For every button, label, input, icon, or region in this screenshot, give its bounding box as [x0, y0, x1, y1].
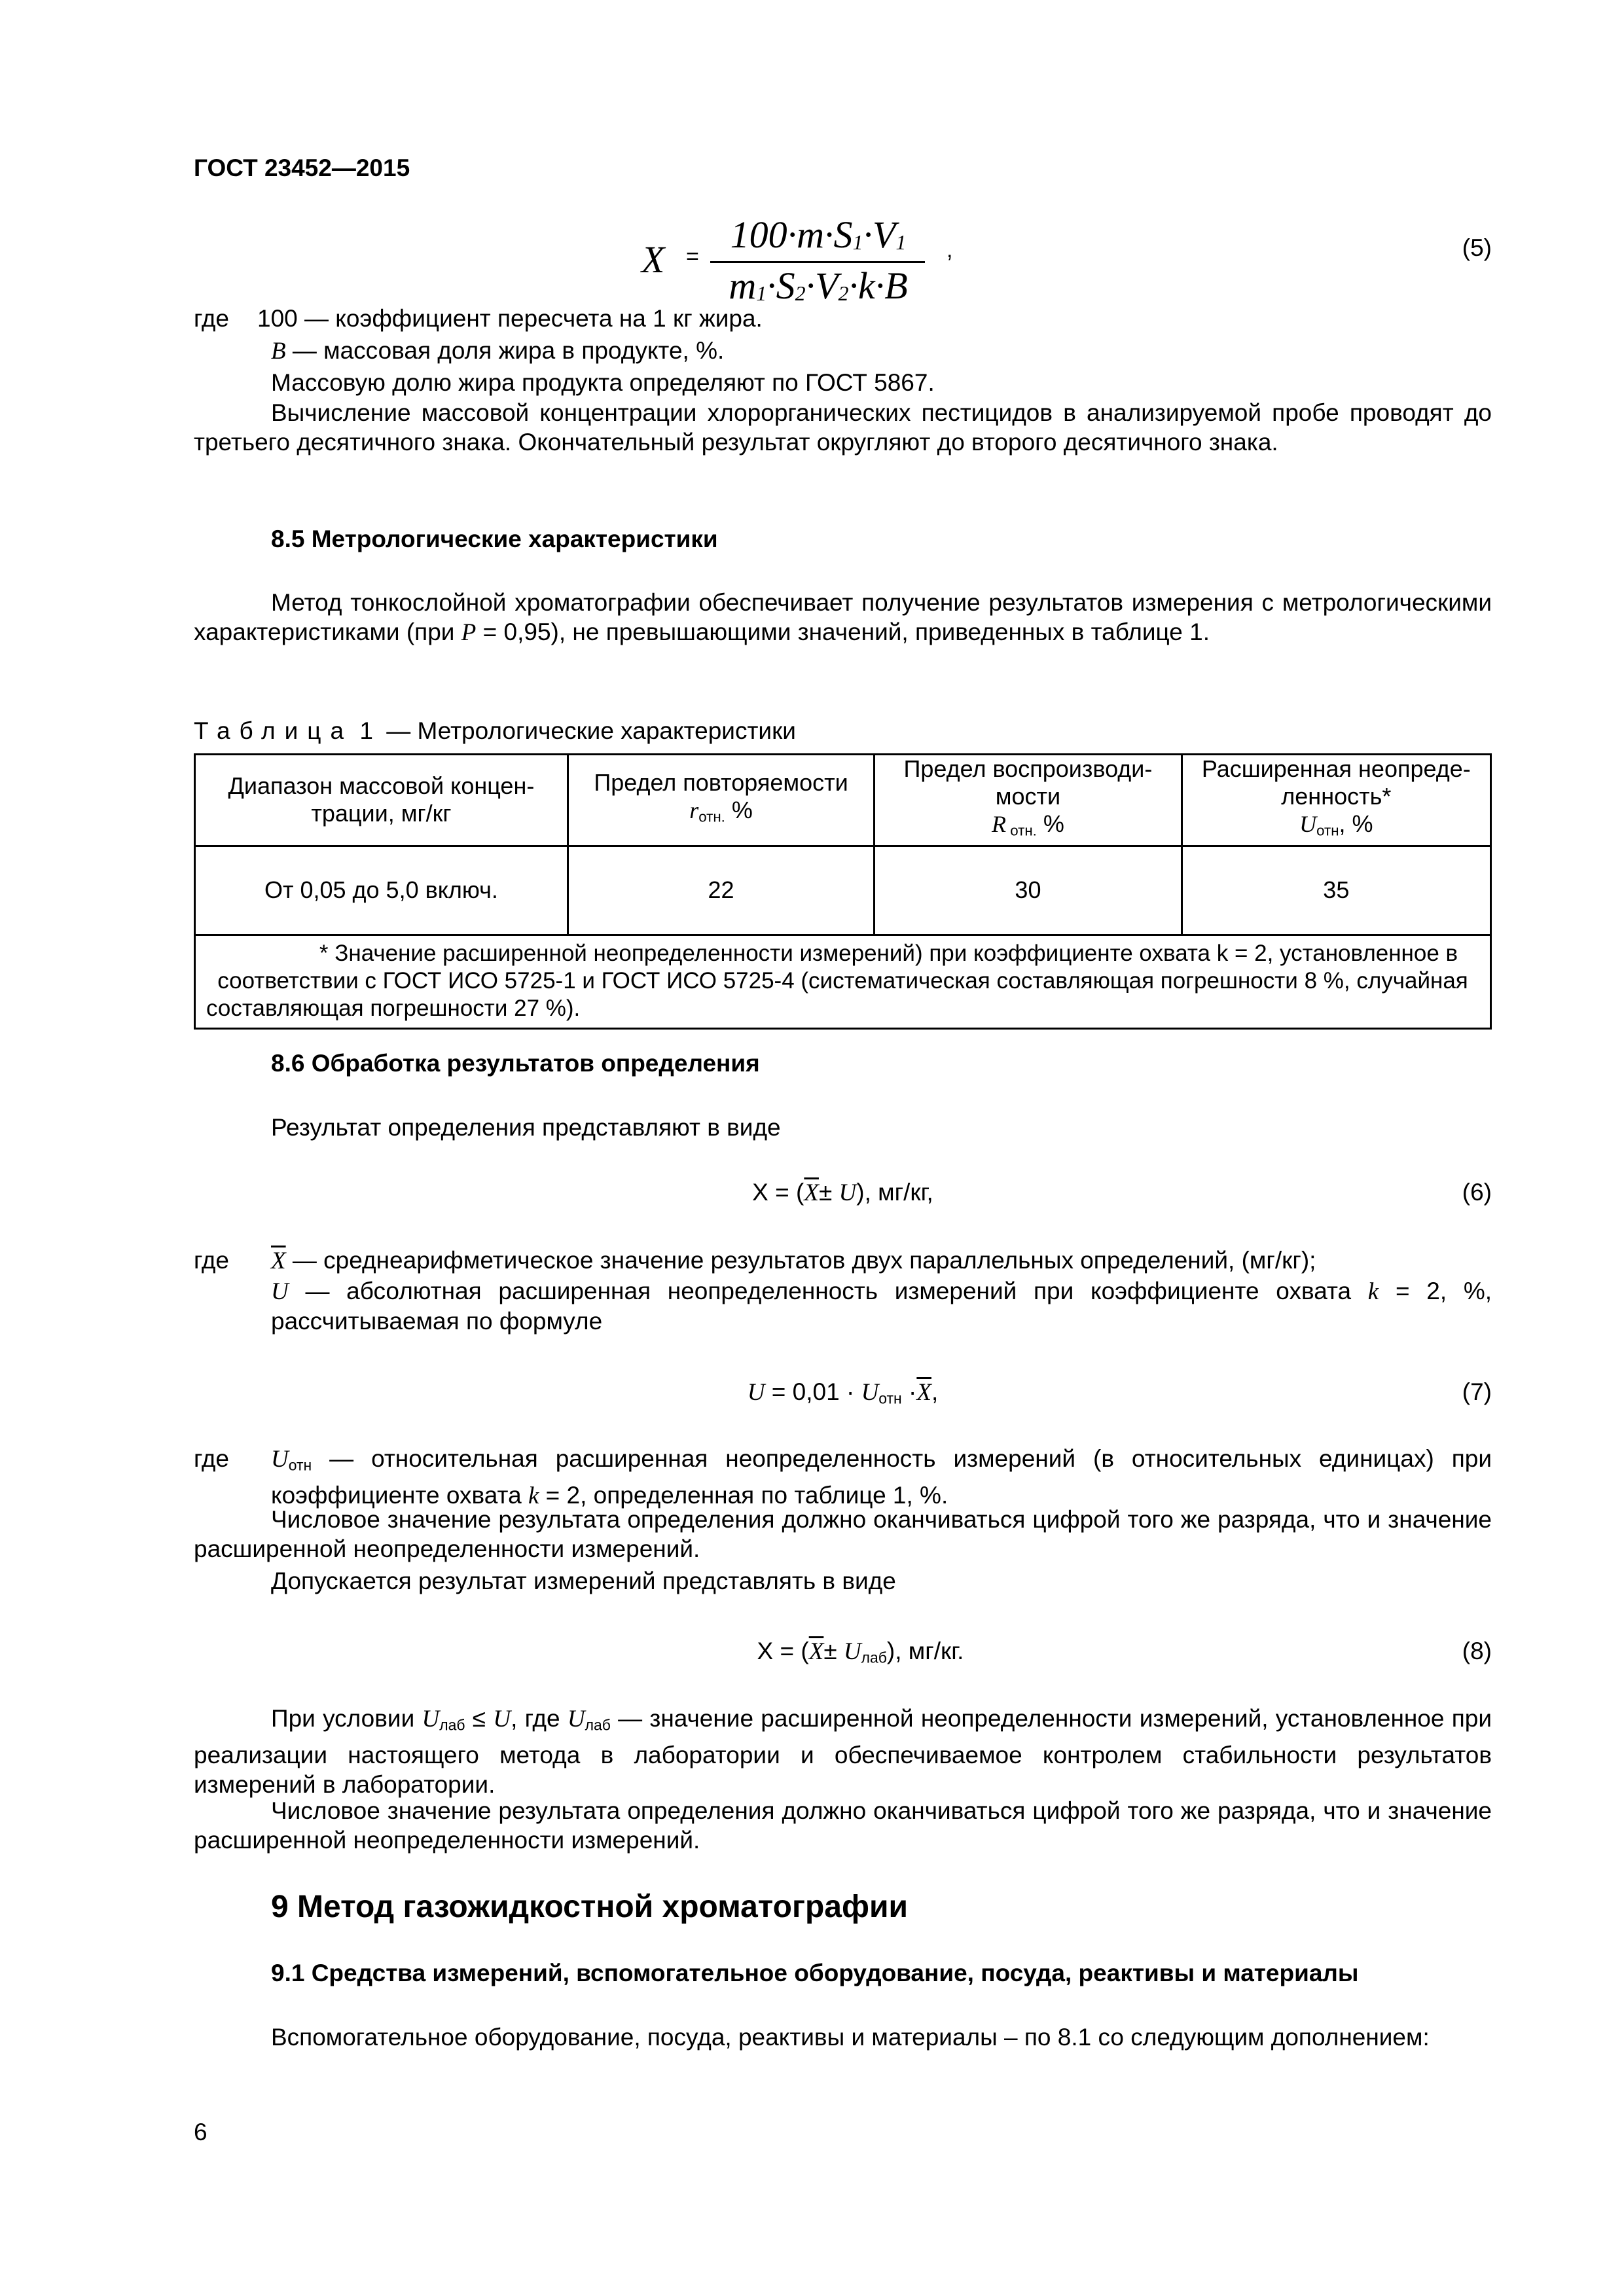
table-header-row: [195, 755, 1491, 846]
alt-result-intro: Допускается результат измерений представлять в виде: [271, 1568, 896, 1594]
section-8-6-title: 8.6 Обработка результатов определения: [271, 1050, 760, 1077]
where-b: B — массовая доля жира в продукте, %.: [271, 337, 725, 365]
formula-7-number: (7): [1462, 1378, 1492, 1405]
where-uotn: $U_{отн}$ — относительная расширенная неопределенность измерений (в относительных единицах) при коэффициенте охвата k = 2, определенная по таблице 1, %.: [271, 1445, 1492, 1509]
header-repeatability: Предел повторяемости $r_{отн.}$ %: [568, 755, 874, 846]
header-range: Диапазон массовой концен- трации, мг/кг: [195, 755, 568, 846]
formula-5-comma: ,: [947, 238, 953, 262]
formula-7-row: [194, 1376, 1492, 1408]
formula-5-denominator: $m_1\cdot S_2\cdot V_2\cdot k\cdot B$: [729, 264, 908, 307]
table-footnote: * Значение расширенной неопределенности измерений) при коэффициенте охвата k = 2, установленное в соответствии с ГОСТ ИСО 5725-1 и ГОСТ ИСО 5725-4 (систематическая составляющая погрешности 8 %, случайная составляющая погрешности 27 %).: [195, 935, 1491, 1028]
cell-reproducibility: 30: [875, 846, 1182, 935]
condition-paragraph: При условии $U_{лаб} \le U$, где $U_{лаб}$ — значение расширенной неопределенности измерений, установленное при реализации настоящего метода в лаборатории и обеспечиваемое контролем стабильности результатов измерений в лаборатории.: [194, 1705, 1492, 1798]
where-label: где: [194, 305, 230, 332]
cell-repeatability: 22: [568, 846, 874, 935]
rounding-rule-2: Числовое значение результата определения должно оканчиваться цифрой того же разряда, что и значение расширенной неопределенности измерений.: [194, 1797, 1492, 1854]
header-reproducibility: Предел воспроизводи- мости R $_{отн.}$ %: [875, 755, 1182, 846]
formula-5-eq: =: [686, 244, 699, 269]
where-u: U — абсолютная расширенная неопределенность измерений при коэффициенте охвата k = 2, %, рассчитываемая по формуле: [271, 1278, 1492, 1335]
where-label-7: где: [194, 1445, 230, 1472]
formula-6: $X = (\overline{X}\pm U)$, мг/кг,: [752, 1179, 933, 1206]
formula-6-number: (6): [1462, 1179, 1492, 1206]
formula-7: $U = 0,01 \cdot U_{отн} \cdot\overline{X}$,: [747, 1378, 939, 1407]
table-row: [195, 846, 1491, 935]
result-intro: Результат определения представляют в виде: [271, 1114, 781, 1141]
formula-5-numerator: $100\cdot m\cdot S_1\cdot V_1$: [730, 213, 907, 256]
where-100: 100 — коэффициент пересчета на 1 кг жира.: [257, 305, 763, 332]
formula-6-row: [194, 1177, 1492, 1208]
table-1-caption: Таблица 1 — Метрологические характеристики: [194, 717, 796, 744]
page-number: 6: [194, 2119, 208, 2145]
fat-reference: Массовую долю жира продукта определяют по ГОСТ 5867.: [271, 369, 935, 396]
where-xbar: $\overline{X}$ — среднеарифметическое значение результатов двух параллельных определений, (мг/кг);: [271, 1247, 1316, 1274]
document-header: ГОСТ 23452—2015: [194, 154, 410, 181]
section-8-5-paragraph: Метод тонкослойной хроматографии обеспечивает получение результатов измерения с метрологическими характеристиками (при P = 0,95), не превышающими значений, приведенных в таблице 1.: [194, 589, 1492, 646]
where-label-6: где: [194, 1247, 230, 1274]
section-8-5-title: 8.5 Метрологические характеристики: [271, 526, 718, 552]
formula-8: $X = (\overline{X}\pm U_{лаб})$, мг/кг.: [757, 1638, 964, 1666]
formula-5-number: (5): [1462, 234, 1492, 261]
formula-5-row: [194, 232, 1492, 264]
rounding-rule-1: Числовое значение результата определения должно оканчиваться цифрой того же разряда, что и значение расширенной неопределенности измерений.: [194, 1506, 1492, 1562]
rounding-paragraph: Вычисление массовой концентрации хлорорганических пестицидов в анализируемой пробе проводят до третьего десятичного знака. Окончательный результат округляют до второго десятичного знака.: [194, 399, 1492, 456]
header-uncertainty: Расширенная неопреде- ленность* $U_{отн}$, %: [1182, 755, 1490, 846]
cell-range: От 0,05 до 5,0 включ.: [195, 846, 568, 935]
section-9-1-paragraph: Вспомогательное оборудование, посуда, реактивы и материалы – по 8.1 со следующим дополнением:: [271, 2024, 1430, 2051]
formula-8-row: [194, 1636, 1492, 1667]
formula-8-number: (8): [1462, 1638, 1492, 1664]
cell-uncertainty: 35: [1182, 846, 1490, 935]
table-note-row: [195, 935, 1491, 1028]
formula-5-lhs: X: [641, 238, 665, 281]
section-9-title: 9 Метод газожидкостной хроматографии: [271, 1890, 909, 1924]
table-1: [194, 753, 1492, 1030]
section-9-1-title: 9.1 Средства измерений, вспомогательное оборудование, посуда, реактивы и материалы: [271, 1960, 1359, 1986]
